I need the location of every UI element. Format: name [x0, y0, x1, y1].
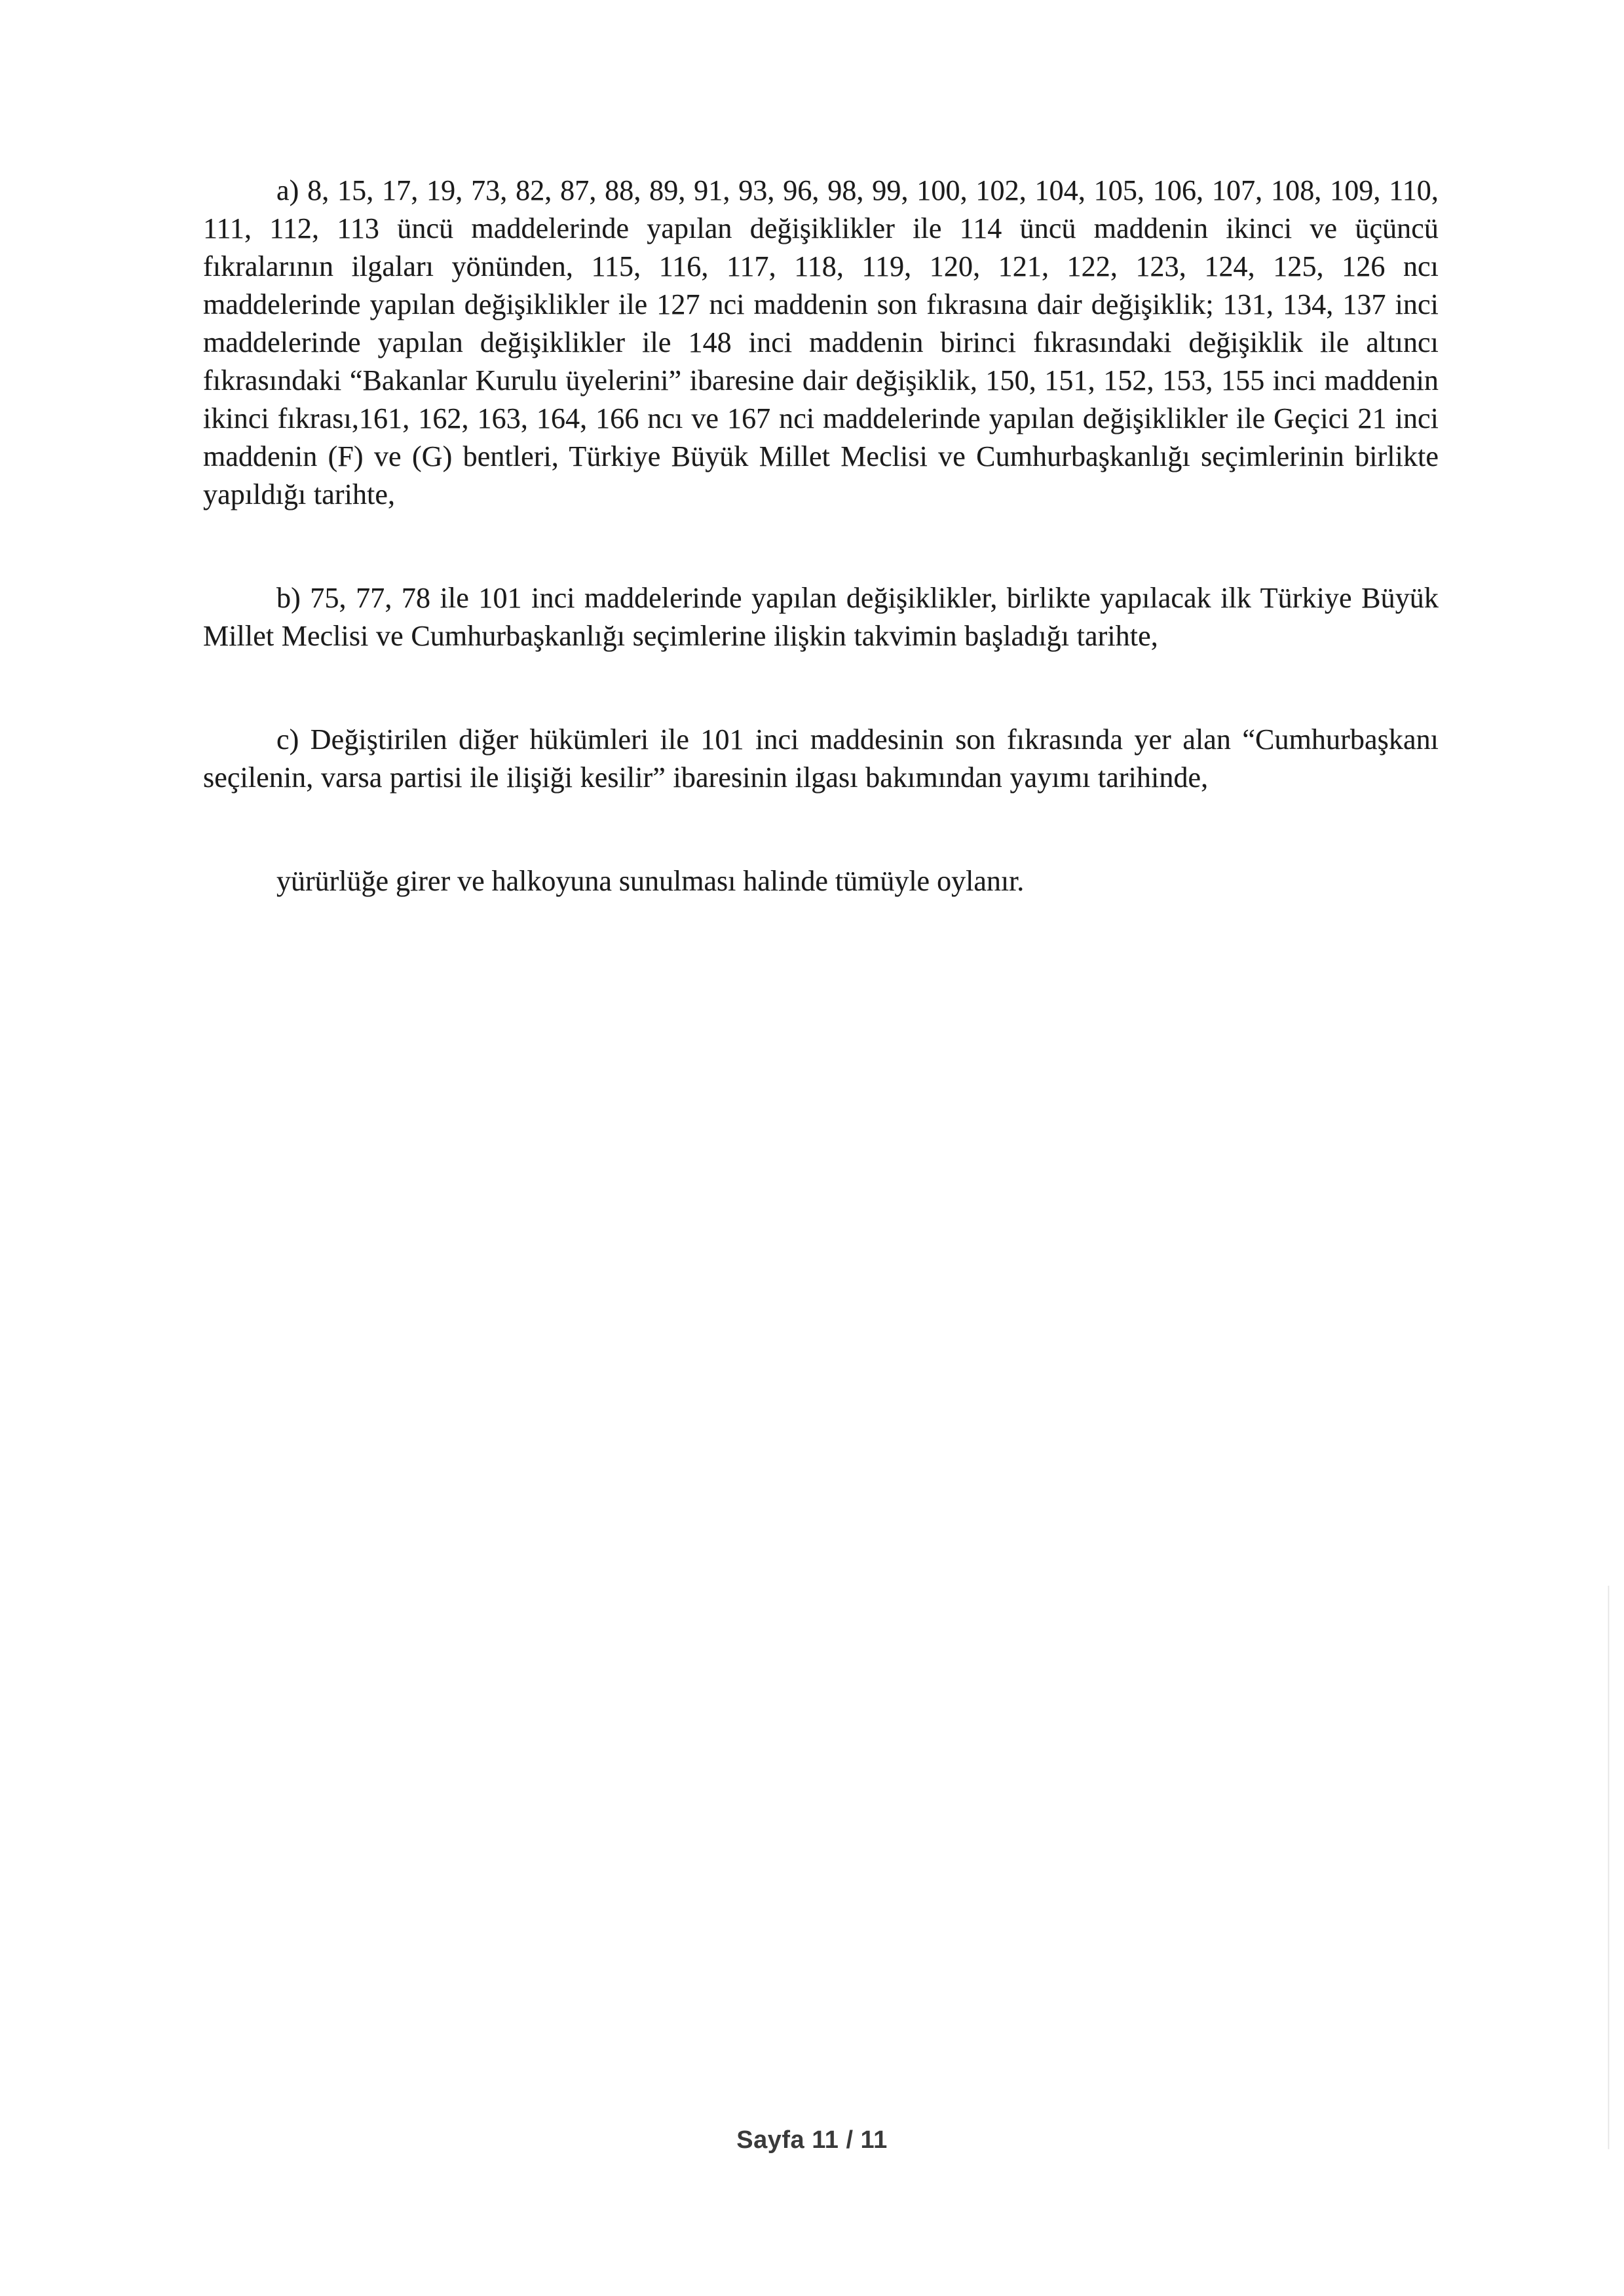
page-number-label: Sayfa 11 / 11: [736, 2126, 888, 2154]
scan-artifact-line: [1608, 1586, 1610, 2149]
paragraph-c: c) Değiştirilen diğer hükümleri ile 101 inci maddesinin son fıkrasında yer alan “Cumhurbaşkanı seçilenin, varsa partisi ile ilişiği kesilir” ibaresinin ilgası bakımından yayımı tarihinde,: [203, 723, 1439, 794]
document-body: [203, 172, 1439, 900]
closing-paragraph: yürürlüğe girer ve halkoyuna sunulması halinde tümüyle oylanır.: [276, 865, 1025, 897]
paragraph-a: a) 8, 15, 17, 19, 73, 82, 87, 88, 89, 91, 93, 96, 98, 99, 100, 102, 104, 105, 106, 107, 108, 109, 110, 111, 112, 113 üncü maddelerinde yapılan değişiklikler ile 114 üncü maddenin ikinci ve üçüncü fıkralarının ilgaları yönünden, 115, 116, 117, 118, 119, 120, 121, 122, 123, 124, 125, 126 ncı maddelerinde yapılan değişiklikler ile 127 nci maddenin son fıkrasına dair değişiklik; 131, 134, 137 inci maddelerinde yapılan değişiklikler ile 148 inci maddenin birinci fıkrasındaki değişiklik ile altıncı fıkrasındaki “Bakanlar Kurulu üyelerini” ibaresine dair değişiklik, 150, 151, 152, 153, 155 inci maddenin ikinci fıkrası,161, 162, 163, 164, 166 ncı ve 167 nci maddelerinde yapılan değişiklikler ile Geçici 21 inci maddenin (F) ve (G) bentleri, Türkiye Büyük Millet Meclisi ve Cumhurbaşkanlığı seçimlerinin birlikte yapıldığı tarihte,: [203, 174, 1439, 510]
page-footer: [0, 2126, 1624, 2154]
paragraph-b: b) 75, 77, 78 ile 101 inci maddelerinde yapılan değişiklikler, birlikte yapılacak ilk Türkiye Büyük Millet Meclisi ve Cumhurbaşkanlığı seçimlerine ilişkin takvimin başladığı tarihte,: [203, 582, 1439, 652]
